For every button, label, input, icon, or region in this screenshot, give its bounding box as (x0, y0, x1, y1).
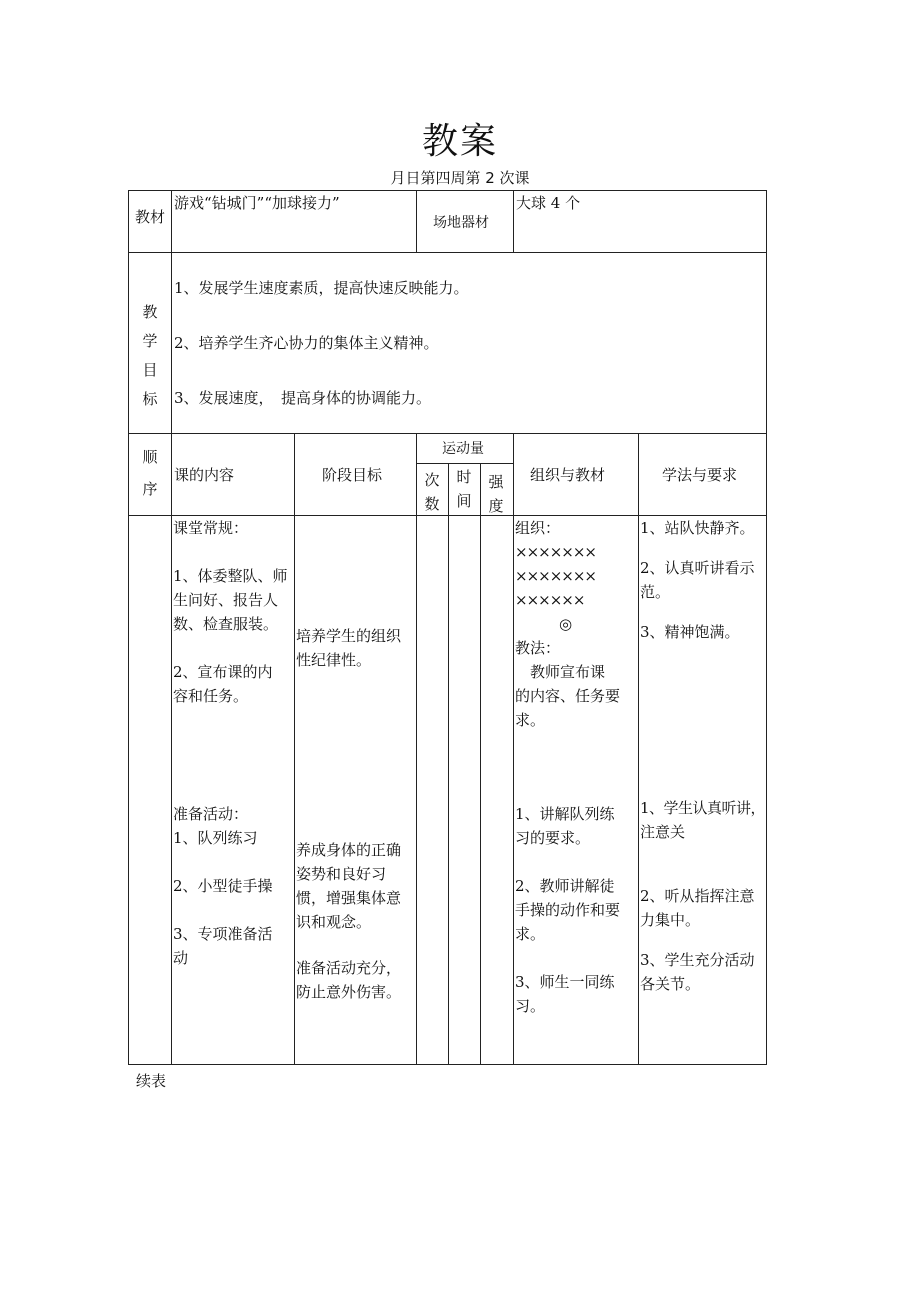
venue-label: 场地器材 (433, 215, 489, 231)
intensity-header: 强 度 (488, 473, 504, 515)
venue-value: 大球 4 个 (516, 194, 581, 212)
org-block-warmup: 1、讲解队列练 习的要求。 2、教师讲解徒 手操的动作和要 求。 3、师生一同练 习。 (515, 805, 621, 1015)
organization-header: 组织与教材 (530, 466, 606, 484)
method-block-routine: 1、站队快静齐。 2、认真听讲看示 范。 3、精神饱满。 (640, 519, 755, 641)
continued-label: 续表 (136, 1072, 167, 1090)
lesson-subtitle: 月日第四周第 2 次课 (390, 169, 530, 187)
goal-block-warmup: 养成身体的正确 姿势和良好习 惯，增强集体意 识和观念。 准备活动充分， 防止意外伤害。 (296, 841, 402, 1001)
material-label: 教材 (134, 208, 165, 226)
method-block-warmup: 1、学生认真听讲， 注意关 2、听从指挥注意 力集中。 3、学生充分活动 各关节。 (640, 799, 766, 993)
objective-item: 3、发展速度， 提高身体的协调能力。 (174, 389, 432, 407)
method-header: 学法与要求 (662, 466, 738, 484)
material-value: 游戏“钻城门”“加球接力” (174, 194, 340, 212)
content-block-warmup: 准备活动： 1、队列练习 2、小型徒手操 3、专项准备活 动 (173, 805, 273, 967)
page-title: 教案 (421, 121, 498, 162)
stage-goal-header: 阶段目标 (322, 466, 383, 484)
objective-item: 2、培养学生齐心协力的集体主义精神。 (174, 334, 439, 352)
times-header: 次 数 (424, 471, 440, 513)
objectives-label: 教 学 目 标 (142, 303, 158, 408)
order-header: 顺 序 (142, 448, 158, 498)
content-block-routine: 课堂常规： 1、体委整队、师 生问好、报告人 数、检查服装。 2、宣布课的内 容和任务。 (173, 519, 288, 705)
goal-block-routine: 培养学生的组织 性纪律性。 (296, 627, 402, 669)
duration-header: 时 间 (456, 468, 472, 510)
org-block-routine: 组织： ××××××× ××××××× ×××××× ◎ 教法： 教师宣布课 的内容、任务要 求。 (515, 519, 621, 729)
content-header: 课的内容 (174, 466, 235, 484)
objective-item: 1、发展学生速度素质，提高快速反映能力。 (174, 279, 469, 297)
teacher-position-icon: ◎ (559, 615, 573, 633)
load-header: 运动量 (442, 441, 484, 457)
